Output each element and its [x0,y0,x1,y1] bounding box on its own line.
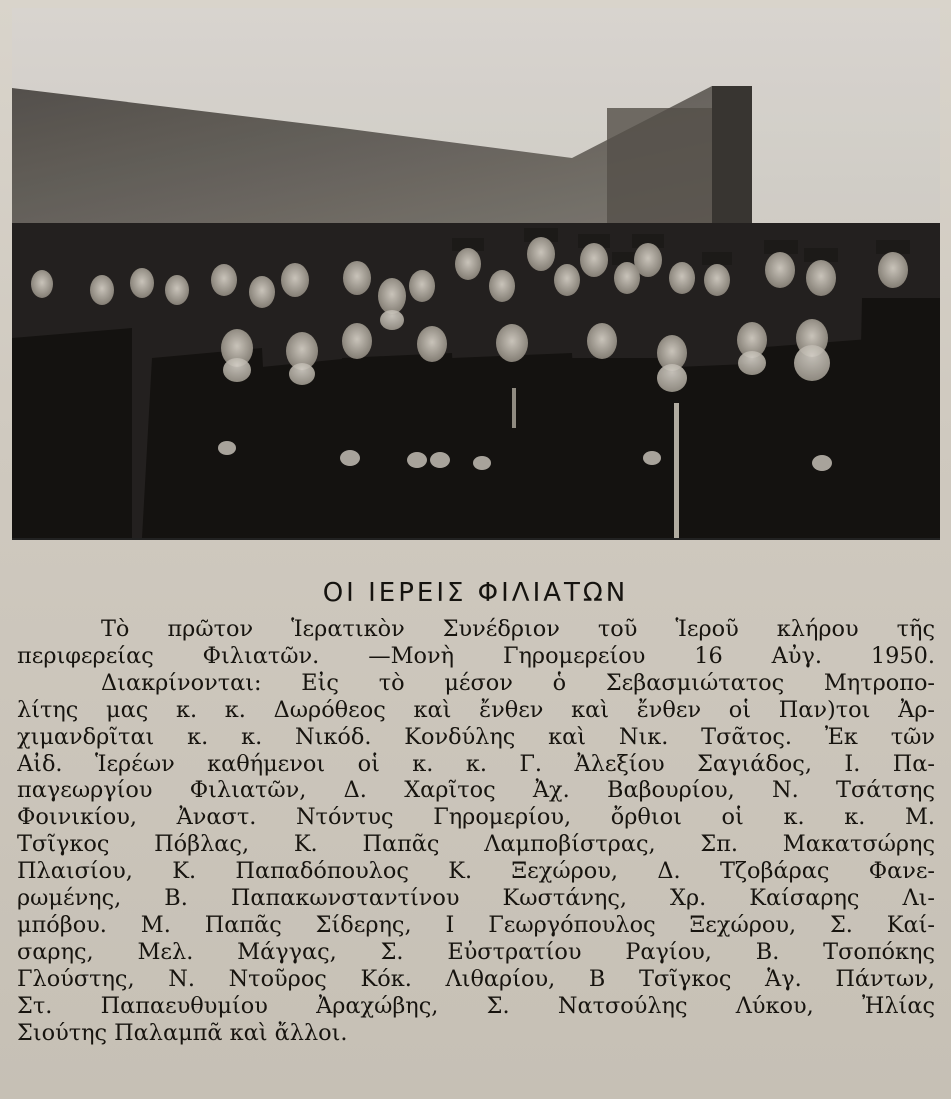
caption-line: Αἰδ. Ἱερέων καθήμενοι οἱ κ. κ. Γ. Ἀλεξίου Σαγιάδος, Ι. Πα- [17,750,935,777]
caption-line: παγεωργίου Φιλιατῶν, Δ. Χαρῖτος Ἀχ. Βαβουρίου, Ν. Τσάτσης [17,777,935,804]
caption-line: Σιούτης Παλαμπᾶ καὶ ἄλλοι. [17,1019,348,1046]
caption-line: μπόβου. Μ. Παπᾶς Σίδερης, Ι Γεωργόπουλος Ξεχώρου, Σ. Καί- [17,911,935,938]
caption-title: ΟΙ ΙΕΡΕΙΣ ΦΙΛΙΑΤΩΝ [322,578,629,608]
photo-image [12,8,940,538]
caption-line: Τὸ πρῶτον Ἱερατικὸν Συνέδριον τοῦ Ἱεροῦ κλήρου τῆς [101,616,935,642]
caption-body [17,616,935,1047]
caption-line: Στ. Παπαευθυμίου Ἀραχώβης, Σ. Νατσούλης Λύκου, Ἠλίας [17,992,935,1019]
caption-line: σαρης, Μελ. Μάγγας, Σ. Εὐστρατίου Ραγίου, Β. Τσοπόκης [17,938,935,965]
group-photograph [12,8,940,540]
caption-line: Γλούστης, Ν. Ντοῦρος Κόκ. Λιθαρίου, Β Τσῖγκος Ἁγ. Πάντων, [17,965,935,992]
caption-line: Πλαισίου, Κ. Παπαδόπουλος Κ. Ξεχώρου, Δ. Τζοβάρας Φανε- [17,858,935,885]
caption-line: ρωμένης, Β. Παπακωνσταντίνου Κωστάνης, Χρ. Καίσαρης Λι- [17,885,935,912]
photo-caption [0,548,951,1099]
caption-line: Διακρίνονται: Εἰς τὸ μέσον ὁ Σεβασμιώτατος Μητροπο- [101,669,935,696]
caption-line: Τσῖγκος Πόβλας, Κ. Παπᾶς Λαμποβίστρας, Σπ. Μακατσώρης [17,831,935,858]
caption-line: Φοινικίου, Ἀναστ. Ντόντυς Γηρομερίου, ὄρθιοι οἱ κ. κ. Μ. [17,804,935,831]
caption-line: περιφερείας Φιλιατῶν. —Μονὴ Γηρομερείου 16 Αὐγ. 1950. [17,642,935,669]
caption-line: χιμανδρῖται κ. κ. Νικόδ. Κονδύλης καὶ Νικ. Τσᾶτος. Ἐκ τῶν [17,723,935,750]
caption-line: λίτης μας κ. κ. Δωρόθεος καὶ ἔνθεν καὶ ἔνθεν οἱ Παν)τοι Ἀρ- [17,696,935,723]
